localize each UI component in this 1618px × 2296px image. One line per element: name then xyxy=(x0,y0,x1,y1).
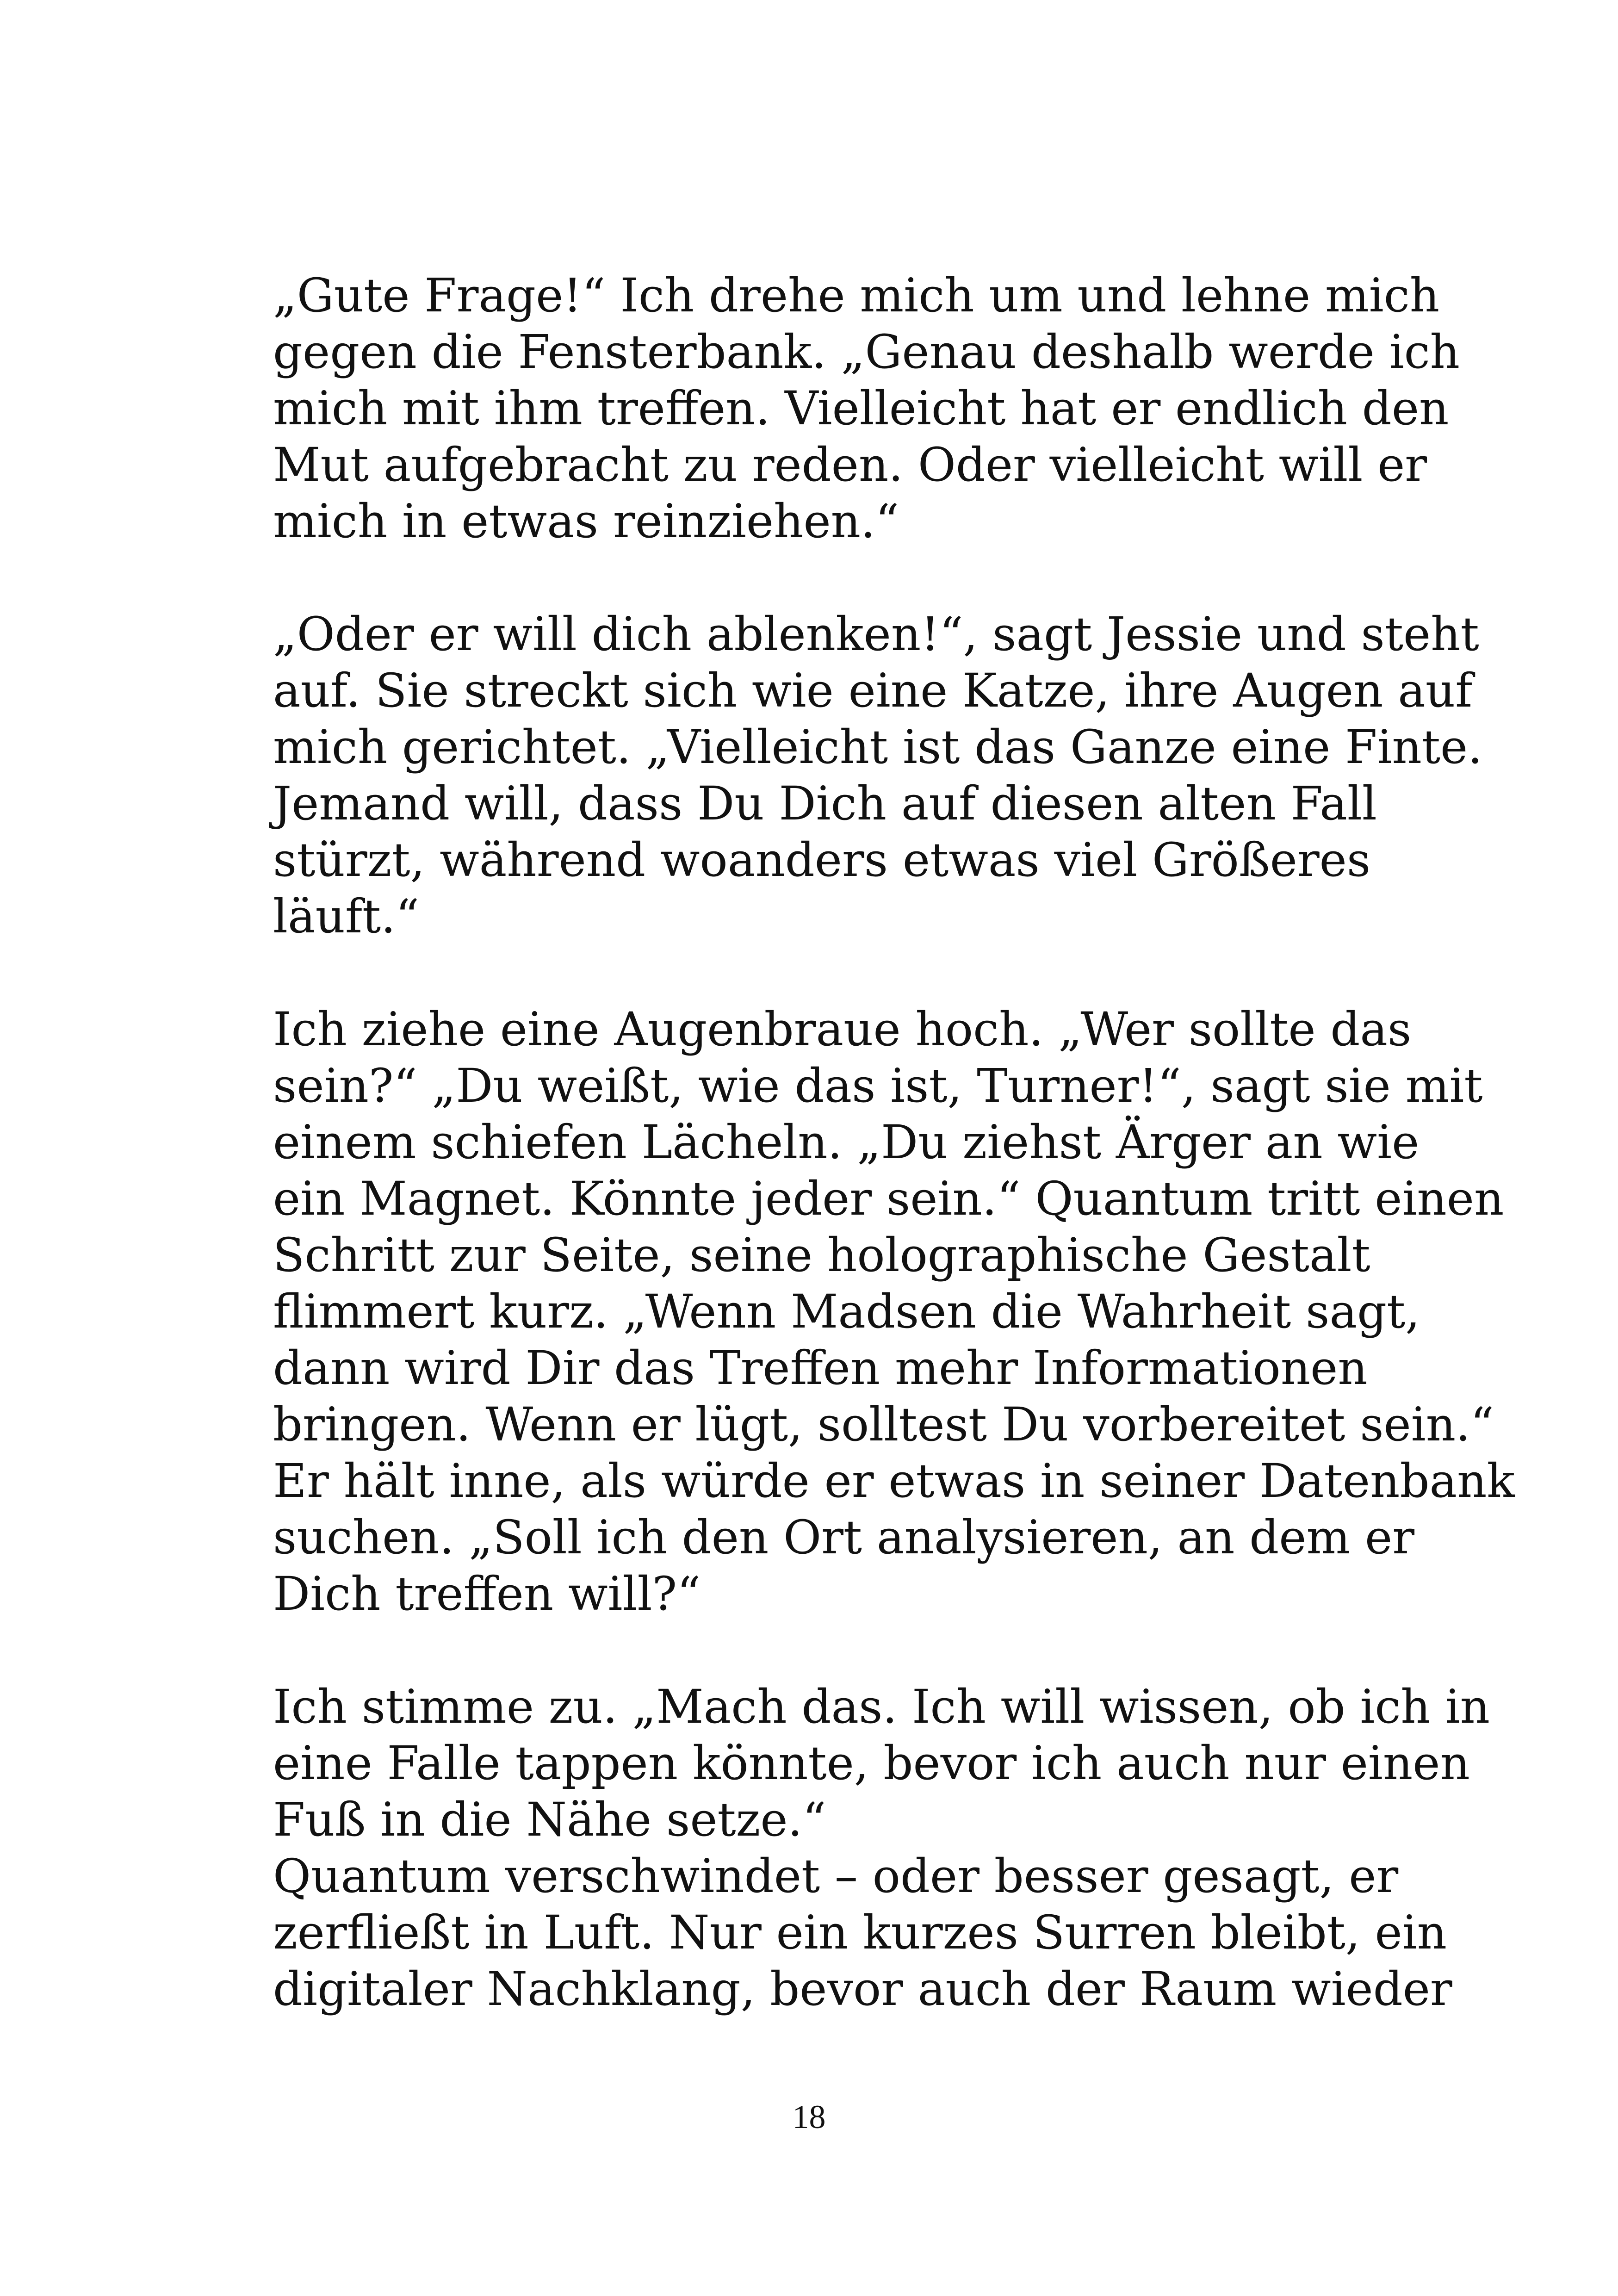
text-line: gegen die Fensterbank. „Genau deshalb werde ich xyxy=(273,325,1460,379)
text-line: Quantum verschwindet – oder besser gesagt, er xyxy=(273,1849,1399,1903)
text-line: sein?“ „Du weißt, wie das ist, Turner!“, sagt sie mit xyxy=(273,1059,1483,1113)
text-line: ein Magnet. Könnte jeder sein.“ Quantum tritt einen xyxy=(273,1172,1504,1226)
text-line: Mut aufgebracht zu reden. Oder vielleicht will er xyxy=(273,438,1427,492)
text-line: mich in etwas reinziehen.“ xyxy=(273,494,899,548)
text-line: flimmert kurz. „Wenn Madsen die Wahrheit sagt, xyxy=(273,1285,1420,1339)
text-line: mich gerichtet. „Vielleicht ist das Ganze eine Finte. xyxy=(273,720,1483,774)
text-line: „Gute Frage!“ Ich drehe mich um und lehne mich xyxy=(273,268,1440,323)
paragraph-gap xyxy=(273,945,1383,1001)
text-line: Ich ziehe eine Augenbraue hoch. „Wer sollte das xyxy=(273,1002,1412,1056)
text-line: stürzt, während woanders etwas viel Größeres xyxy=(273,833,1371,887)
paragraph-gap xyxy=(273,550,1383,606)
text-line: Schritt zur Seite, seine holographische Gestalt xyxy=(273,1228,1370,1282)
text-line: eine Falle tappen könnte, bevor ich auch nur einen xyxy=(273,1736,1470,1790)
paragraph-3 xyxy=(273,1001,1515,1622)
paragraph-1 xyxy=(273,267,1460,550)
text-line: dann wird Dir das Treffen mehr Informationen xyxy=(273,1341,1368,1395)
text-line: Jemand will, dass Du Dich auf diesen alten Fall xyxy=(273,776,1377,831)
paragraph-4 xyxy=(273,1679,1490,2017)
page-number: 18 xyxy=(792,2098,826,2135)
text-line: läuft.“ xyxy=(273,889,420,943)
text-line: digitaler Nachklang, bevor auch der Raum wieder xyxy=(273,1962,1452,2016)
text-line: Dich treffen will?“ xyxy=(273,1567,701,1621)
text-line: suchen. „Soll ich den Ort analysieren, an dem er xyxy=(273,1510,1415,1564)
text-line: mich mit ihm treffen. Vielleicht hat er endlich den xyxy=(273,381,1449,435)
text-line: „Oder er will dich ablenken!“, sagt Jessie und steht xyxy=(273,607,1479,661)
text-line: Fuß in die Nähe setze.“ xyxy=(273,1793,826,1847)
body-text xyxy=(273,267,1515,2017)
paragraph-gap xyxy=(273,1622,1383,1679)
text-line: Ich stimme zu. „Mach das. Ich will wissen, ob ich in xyxy=(273,1680,1490,1734)
text-line: auf. Sie streckt sich wie eine Katze, ihre Augen auf xyxy=(273,664,1473,718)
text-line: zerfließt in Luft. Nur ein kurzes Surren bleibt, ein xyxy=(273,1905,1447,1960)
text-line: einem schiefen Lächeln. „Du ziehst Ärger an wie xyxy=(273,1115,1420,1169)
text-line: bringen. Wenn er lügt, solltest Du vorbereitet sein.“ xyxy=(273,1397,1494,1452)
text-line: Er hält inne, als würde er etwas in seiner Datenbank xyxy=(273,1454,1515,1508)
paragraph-2 xyxy=(273,606,1483,945)
